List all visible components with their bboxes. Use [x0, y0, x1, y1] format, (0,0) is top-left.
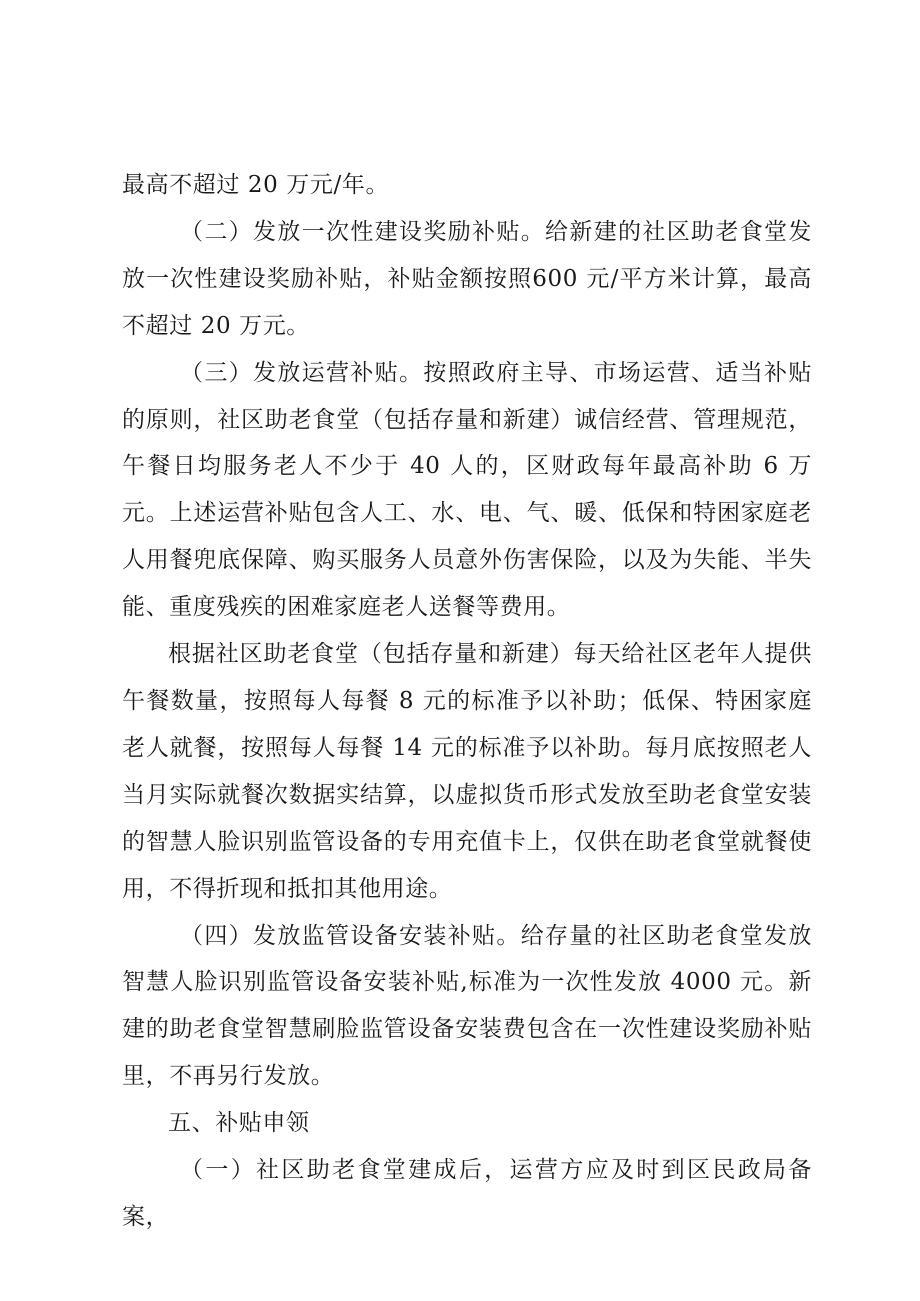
document-body: [122, 162, 812, 1241]
section-heading-subsidy-application: 五、补贴申领: [168, 1110, 310, 1137]
paragraph-registration: （一）社区助老食堂建成后，运营方应及时到区民政局备案，: [122, 1157, 812, 1230]
paragraph-equipment-subsidy: （四）发放监管设备安装补贴。给存量的社区助老食堂发放智慧人脸识别监管设备安装补贴,标准为一次性发放 4000 元。新建的助老食堂智慧刷脸监管设备安装费包含在一次性建设奖励补贴里，不再另行发放。: [122, 922, 812, 1090]
paragraph-meal-subsidy: 根据社区助老食堂（包括存量和新建）每天给社区老年人提供午餐数量，按照每人每餐 8 元的标准予以补助；低保、特困家庭老人就餐，按照每人每餐 14 元的标准予以补助。每月底按照老人当月实际就餐次数据实结算，以虚拟货币形式发放至助老食堂安装的智慧人脸识别监管设备的专用充值卡上，仅供在助老食堂就餐使用，不得折现和抵扣其他用途。: [122, 641, 812, 902]
paragraph-construction-subsidy: （二）发放一次性建设奖励补贴。给新建的社区助老食堂发放一次性建设奖励补贴，补贴金额按照600 元/平方米计算，最高不超过 20 万元。: [122, 218, 812, 339]
paragraph-operating-subsidy: （三）发放运营补贴。按照政府主导、市场运营、适当补贴的原则，社区助老食堂（包括存量和新建）诚信经营、管理规范，午餐日均服务老人不少于 40 人的，区财政每年最高补助 6 万元。上述运营补贴包含人工、水、电、气、暖、低保和特困家庭老人用餐兜底保障、购买服务人员意外伤害保险，以及为失能、半失能、重度残疾的困难家庭老人送餐等费用。: [122, 359, 812, 621]
paragraph-continuation: 最高不超过 20 万元/年。: [122, 172, 390, 198]
